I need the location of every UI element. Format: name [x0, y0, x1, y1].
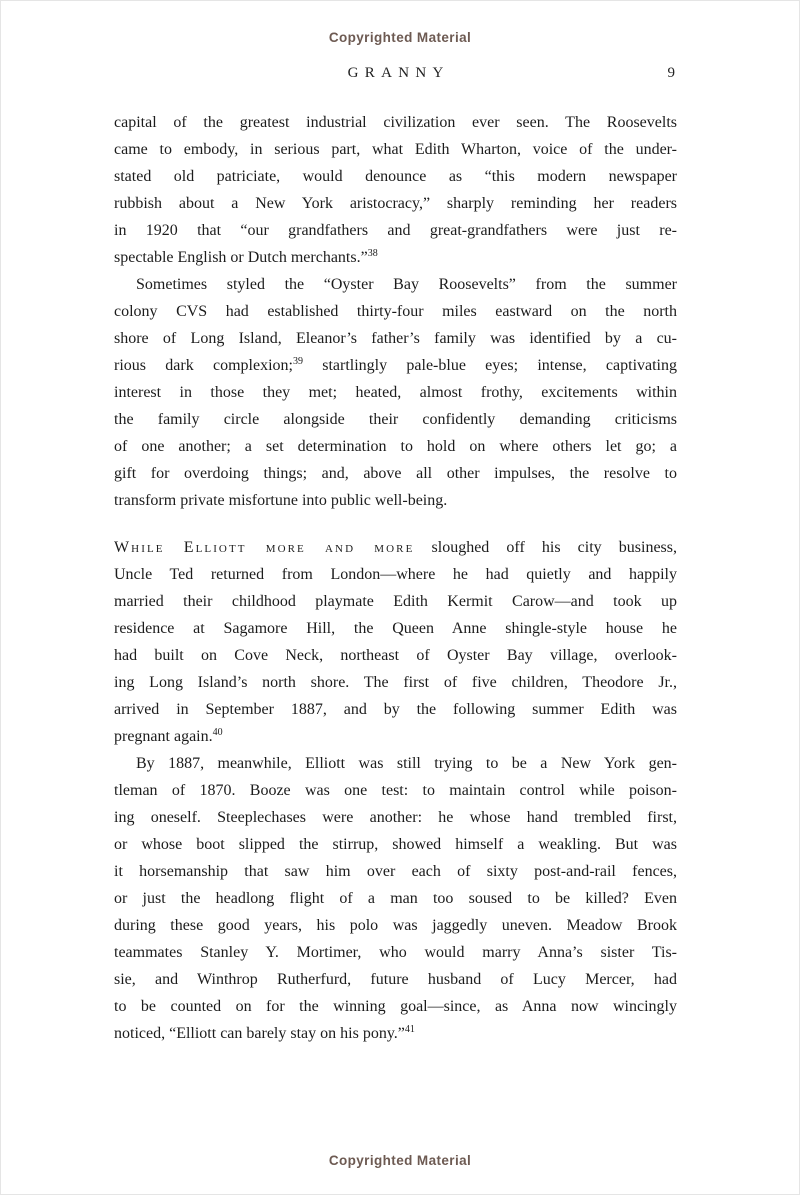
text-line: shore of Long Island, Eleanor’s father’s family was identified by a cu- [114, 330, 677, 347]
text-line: married their childhood playmate Edith Kermit Carow—and took up [114, 593, 677, 610]
text-line: transform private misfortune into public well-being. [114, 492, 448, 509]
paragraph [114, 109, 677, 271]
running-head: GRANNY [347, 65, 450, 81]
text-line: residence at Sagamore Hill, the Queen Anne shingle-style house he [114, 620, 677, 637]
text-line: tleman of 1870. Booze was one test: to maintain control while poison- [114, 782, 677, 799]
footnote-reference: 40 [212, 727, 223, 738]
text-line: stated old patriciate, would denounce as “this modern newspaper [114, 168, 677, 185]
paragraph [114, 750, 677, 1047]
text-line: rubbish about a New York aristocracy,” sharply reminding her readers [114, 195, 677, 212]
text-line: By 1887, meanwhile, Elliott was still trying to be a New York gen- [136, 755, 677, 772]
text-line: or just the headlong flight of a man too soused to be killed? Even [114, 890, 677, 907]
text-line: or whose boot slipped the stirrup, showed himself a weakling. But was [114, 836, 677, 853]
text-line: Uncle Ted returned from London—where he had quietly and happily [114, 566, 677, 583]
text-line: had built on Cove Neck, northeast of Oyster Bay village, overlook- [114, 647, 677, 664]
text-line: rious dark complexion;$^{39}$ startlingly pale-blue eyes; intense, captivating [114, 356, 678, 374]
paragraph [114, 534, 677, 750]
text-line: of one another; a set determination to hold on where others let go; a [114, 438, 677, 455]
text-line: spectable English or Dutch merchants.”$^{38}$ [114, 248, 378, 266]
text-line: in 1920 that “our grandfathers and great-grandfathers were just re- [114, 222, 677, 239]
text-line: during these good years, his polo was jaggedly uneven. Meadow Brook [114, 917, 677, 934]
text-line: Sometimes styled the “Oyster Bay Roosevelts” from the summer [136, 276, 677, 293]
text-line: colony CVS had established thirty-four miles eastward on the north [114, 303, 677, 320]
text-line: capital of the greatest industrial civilization ever seen. The Roosevelts [114, 114, 677, 131]
text-line: it horsemanship that saw him over each of sixty post-and-rail fences, [114, 863, 677, 880]
text-line: to be counted on for the winning goal—since, as Anna now wincingly [114, 998, 677, 1015]
text-line: noticed, “Elliott can barely stay on his pony.”$^{41}$ [114, 1024, 415, 1042]
footnote-reference: 38 [367, 248, 378, 259]
text-line: the family circle alongside their confidently demanding criticisms [114, 411, 677, 428]
text-line: teammates Stanley Y. Mortimer, who would marry Anna’s sister Tis- [114, 944, 677, 961]
body-text [114, 109, 677, 1047]
footnote-reference: 41 [404, 1024, 415, 1035]
page-number: 9 [667, 65, 675, 81]
page-header [114, 65, 677, 82]
text-line: While Elliott more and more sloughed off his city business, [114, 539, 677, 556]
copyright-notice-bottom: Copyrighted Material [328, 1153, 472, 1168]
footnote-reference: 39 [292, 356, 303, 367]
text-line: interest in those they met; heated, almost frothy, excitements within [114, 384, 677, 401]
text-line: arrived in September 1887, and by the following summer Edith was [114, 701, 677, 718]
text-line: ing oneself. Steeplechases were another: he whose hand trembled first, [114, 809, 677, 826]
text-line: sie, and Winthrop Rutherfurd, future husband of Lucy Mercer, had [114, 971, 677, 988]
text-line: came to embody, in serious part, what Edith Wharton, voice of the under- [114, 141, 677, 158]
paragraph [114, 271, 677, 514]
text-line: pregnant again.$^{40}$ [114, 727, 223, 745]
text-line: gift for overdoing things; and, above all other impulses, the resolve to [114, 465, 677, 482]
text-line: ing Long Island’s north shore. The first of five children, Theodore Jr., [114, 674, 677, 691]
smallcaps-lead: While Elliott more and more [114, 539, 415, 556]
copyright-notice-top: Copyrighted Material [328, 30, 472, 45]
